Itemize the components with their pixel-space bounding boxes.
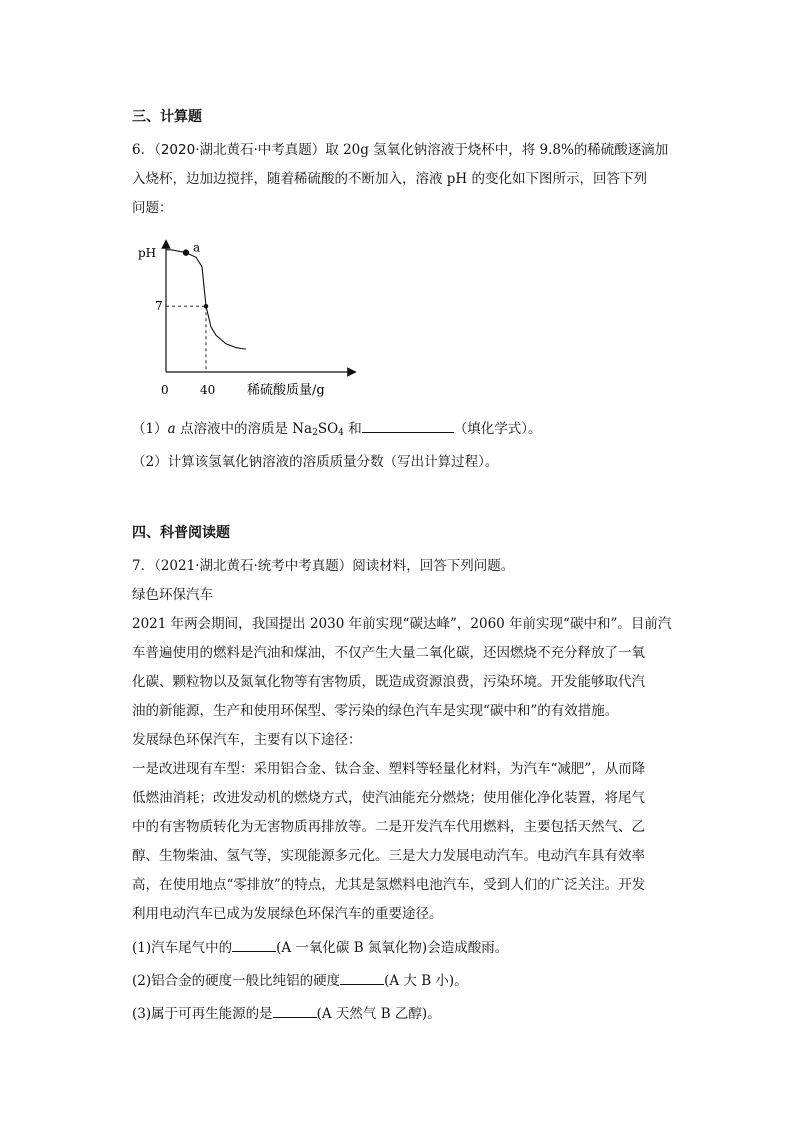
article-para2: 发展绿色环保汽车，主要有以下途径： [132,732,362,748]
question-6-line-2: 入烧杯，边加边搅拌，随着稀硫酸的不断加入，溶液 pH 的变化如下图所示，回答下列 [132,171,647,187]
article-title: 绿色环保汽车 [132,587,213,603]
section-heading-calculation: 三、计算题 [132,109,202,125]
ph-curve [166,250,246,349]
article-para3-line5: 高，在使用地点“零排放”的特点，尤其是氢燃料电池汽车，受到人们的广泛关注。开发 [132,877,646,893]
subquestion-2: （2）计算该氢氧化钠溶液的溶质质量分数（写出计算过程）。 [132,454,499,470]
question-6-subquestions [132,415,672,477]
question-text: 取 20g 氢氧化钠溶液于烧杯中，将 9.8%的稀硫酸逐滴加 [325,142,669,158]
point-a-ref: a [167,421,176,437]
article-para3-line1: 一是改进现有车型：采用铝合金、钛合金、塑料等轻量化材料，为汽车“减肥”，从而降 [132,761,646,777]
answer-blank-7-1[interactable] [232,937,276,952]
article-para3-line6: 利用电动汽车已成为发展绿色环保汽车的重要途径。 [132,906,443,922]
y-tick-label-7: 7 [155,299,163,313]
article-para1-line4: 油的新能源，生产和使用环保型、零污染的绿色汽车是实现“碳中和”的有效措施。 [132,703,619,719]
question-7-sub1: (1)汽车尾气中的 (A 一氧化碳 B 氮氧化物)会造成酸雨。 [132,934,672,963]
answer-blank-1[interactable] [362,418,454,433]
article-para3-line2: 低燃油消耗；改进发动机的燃烧方式，使汽油能充分燃烧；使用催化净化装置，将尾气 [132,790,645,806]
x-tick-label-40: 40 [200,383,216,397]
point-equivalence [204,304,208,308]
question-source: （2020·湖北黄石·中考真题） [154,142,326,158]
point-a [183,249,189,255]
article-para1-line1: 2021 年两会期间，我国提出 2030 年前实现“碳达峰”，2060 年前实现“碳中和”。目前汽 [132,616,672,632]
question-6-line-3: 问题： [132,200,173,216]
x-axis-label: 稀硫酸质量/g [247,383,325,398]
x-tick-label-0: 0 [161,383,169,397]
article-para1-line3: 化碳、颗粒物以及氮氧化物等有害物质，既造成资源浪费，污染环境。开发能够取代汽 [132,674,645,690]
question-7-sub2: (2)铝合金的硬度一般比纯铝的硬度 (A 大 B 小)。 [132,967,672,996]
subquestion-1: （1）a 点溶液中的溶质是 $Na_2SO_4$ 和 （填化学式）。 [132,415,672,448]
question-7-sub3: (3)属于可再生能源的是 (A 天然气 B 乙醇)。 [132,1000,672,1029]
question-7 [132,552,672,1029]
answer-blank-7-3[interactable] [273,1003,317,1018]
answer-blank-7-2[interactable] [340,970,384,985]
article-para1-line2: 车普遍使用的燃料是汽油和煤油，不仅产生大量二氧化碳，还因燃烧不充分释放了一氧 [132,645,645,661]
question-6 [132,136,672,223]
article-para3-line4: 醇、生物柴油、氢气等，实现能源多元化。三是大力发展电动汽车。电动汽车具有效率 [132,848,645,864]
y-axis-label: pH [138,246,157,260]
question-number: 6． [132,142,155,158]
point-a-label: a [193,240,201,255]
question-7-intro: 7．（2021·湖北黄石·统考中考真题）阅读材料，回答下列问题。 [132,558,515,574]
section-heading-reading: 四、科普阅读题 [132,525,230,541]
article-para3-line3: 中的有害物质转化为无害物质再排放等。二是开发汽车代用燃料，主要包括天然气、乙 [132,819,645,835]
question-6-line-1 [132,136,672,165]
ph-titration-chart [130,236,360,401]
